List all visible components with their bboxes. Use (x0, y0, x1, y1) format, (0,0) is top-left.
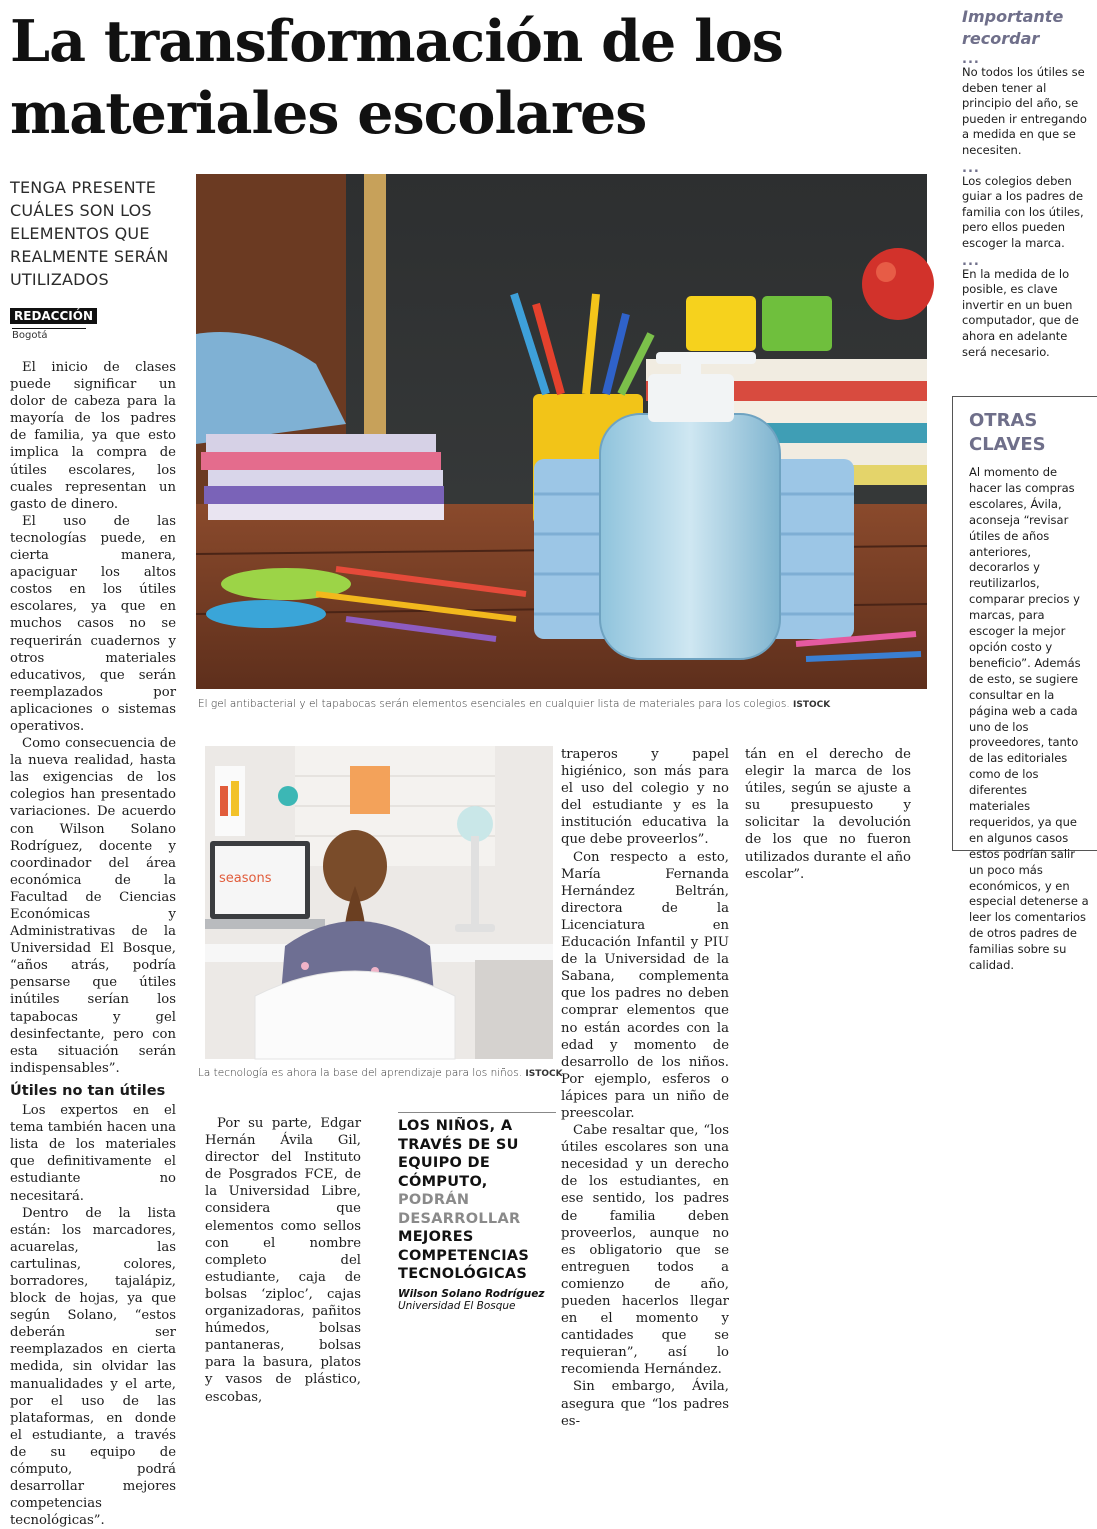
paragraph: Sin embargo, Ávila, asegura que “los padres es- (561, 1379, 729, 1429)
bullet-dots: ... (962, 52, 980, 67)
article-column-4 (745, 746, 911, 883)
sidebar-item: No todos los útiles se deben tener al principio del año, se pueden ir entregando a medida en que se necesiten. (962, 65, 1087, 157)
article-column-3 (561, 746, 729, 1430)
paragraph: Como consecuencia de la nueva realidad, hasta las exigencias de los colegios han presentado variaciones. De acuerdo con Wilson Solano Rodríguez, docente y coordinador del área económica de la Facultad de Ciencias Económicas y Administrativas de la Universidad El Bosque, “años atrás, podría pensarse que útiles inútiles serían los tapabocas y gel desinfectante, pero con esta situación serán indispensables”. (10, 736, 176, 1076)
main-photo (196, 174, 927, 689)
bullet-dots: ... (962, 160, 980, 176)
school-supplies-illustration (196, 174, 927, 689)
bullet-dots: ... (962, 253, 980, 269)
sidebar-title: Importante recordar (962, 7, 1064, 48)
photo-credit: ISTOCK (793, 700, 831, 710)
paragraph: El inicio de clases puede significar un dolor de cabeza para la mayoría de los padres de familia, ya que esto implica la compra de útiles escolares, los cuales representan un gasto de dinero. (10, 360, 176, 512)
article-column-1 (10, 359, 176, 1529)
paragraph: El uso de las tecnologías puede, en cierta manera, apaciguar los altos costos en los útiles escolares, ya que en muchos casos no se requerirán cuadernos y otros materiales educativos, que serán reemplazados por aplicaciones o sistemas operativos. (10, 513, 176, 734)
paragraph: Cabe resaltar que, “los útiles escolares son una necesidad y un derecho de los estudiantes, en ese sentido, los padres de familia deben proveerlos, aunque no es obligatorio que se entreguen todos a comienzo de año, pueden hacerlos llegar en el momento y cantidades que se requieran”, así lo recomienda Hernández. (561, 1123, 729, 1378)
byline-city: Bogotá (12, 328, 86, 341)
article-column-2 (205, 1115, 361, 1406)
sidebar-title: OTRAS CLAVES (969, 410, 1046, 455)
subhead: Útiles no tan útiles (10, 1082, 166, 1099)
photo-credit: ISTOCK (525, 1069, 563, 1079)
pull-quote-line: MEJORES COMPETENCIAS TECNOLÓGICAS (398, 1229, 530, 1282)
laptop-screen-text: seasons (219, 871, 272, 886)
headline: La transformación de los materiales escolares (10, 8, 783, 147)
sidebar-item: Los colegios deben guiar a los padres de familia con los útiles, pero ellos pueden escoger la marca. (962, 173, 1084, 250)
paragraph: tán en el derecho de elegir la marca de los útiles, según se ajuste a su presupuesto y solicitar la devolución de los que no fueron utilizados durante el año escolar”. (745, 747, 911, 882)
main-photo-caption (198, 698, 830, 710)
pull-quote-line: LOS NIÑOS, A TRAVÉS DE SU EQUIPO DE CÓMPUTO, (398, 1118, 519, 1190)
pull-quote-text (398, 1117, 556, 1284)
paragraph: Con respecto a esto, María Fernanda Hernández Beltrán, directora de la Licenciatura en Educación Infantil y PIU de la Universidad de la Sabana, complementa que los padres no deben comprar elementos que no están acordes con la edad y momento de desarrollo de los niños. Por ejemplo, esferos o lápices para un niño de preescolar. (561, 849, 729, 1121)
sidebar-important-remember (962, 6, 1094, 362)
paragraph: Dentro de la lista están: los marcadores, acuarelas, las cartulinas, colores, borradores, tajalápiz, block de hojas, ya que según Solano, “estos deberán ser reemplazados en cierta medida, sin olvidar las manualidades y el arte, por el uso de las plataformas, en donde el estudiante, a través de su equipo de cómputo, podrá desarrollar mejores competencias tecnológicas”. (10, 1205, 176, 1529)
byline-section: REDACCIÓN (10, 308, 97, 324)
pull-quote-organization: Universidad El Bosque (398, 1299, 516, 1312)
child-at-desk-illustration (205, 746, 553, 1059)
pull-quote-author: Wilson Solano Rodríguez (398, 1287, 545, 1300)
paragraph: Los expertos en el tema también hacen una lista de los materiales que definitivamente el estudiante no necesitará. (10, 1103, 176, 1204)
child-photo-caption (198, 1067, 563, 1079)
sidebar-other-keys (952, 396, 1097, 973)
kicker: TENGA PRESENTE CUÁLES SON LOS ELEMENTOS QUE REALMENTE SERÁN UTILIZADOS (10, 178, 169, 289)
pull-quote (398, 1112, 556, 1312)
paragraph: Por su parte, Edgar Hernán Ávila Gil, director del Instituto de Posgrados FCE, de la Universidad Libre, considera que elementos como sellos con el nombre completo del estudiante, caja de bolsas ‘ziploc’, cajas organizadoras, pañitos húmedos, bolsas pantaneras, bolsas para la basura, platos y vasos de plástico, escobas, (205, 1116, 361, 1405)
sidebar-item: En la medida de lo posible, es clave invertir en un buen computador, que de ahora en adelante será necesario. (962, 266, 1079, 359)
sidebar-body: Al momento de hacer las compras escolares, Ávila, aconseja “revisar útiles de años anteriores, decorarlos y reutilizarlos, comparar precios y marcas, para escoger la mejor opción costo y beneficio”. Además de esto, se sugiere consultar en la página web a cada uno de los proveedores, tanto de las editoriales como de los diferentes materiales requeridos, ya que en algunos casos estos podrían salir un poco más económicos, y en especial detenerse a leer los comentarios de otros padres de familias sobre su calidad. (969, 465, 1089, 973)
caption-text: La tecnología es ahora la base del aprendizaje para los niños. (198, 1067, 523, 1079)
paragraph: traperos y papel higiénico, son más para el uso del colegio y no del estudiante y es la institución educativa la que debe proveerlos”. (561, 747, 729, 848)
caption-text: El gel antibacterial y el tapabocas serán elementos esenciales en cualquier lista de materiales para los colegios. (198, 698, 790, 710)
child-photo (205, 746, 553, 1059)
pull-quote-line-highlight: PODRÁN DESARROLLAR (398, 1192, 521, 1227)
